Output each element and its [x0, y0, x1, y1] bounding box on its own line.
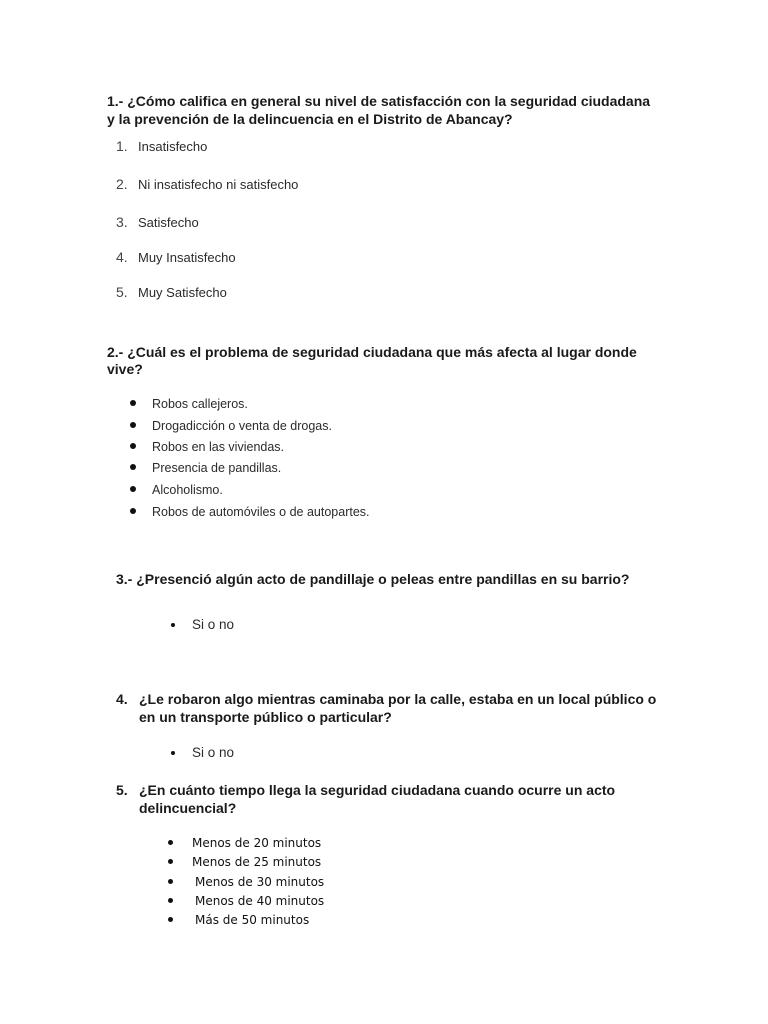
option-number: 1. [116, 138, 128, 154]
question-1-title-line-1: 1.- ¿Cómo califica en general su nivel de satisfacción con la seguridad ciudadana [107, 93, 651, 109]
bullet-icon [168, 859, 173, 864]
option-label: Muy Satisfecho [138, 285, 227, 300]
option-label: Menos de 30 minutos [195, 875, 325, 889]
question-5-title [139, 781, 659, 817]
option-label: Ni insatisfecho ni satisfecho [138, 177, 299, 192]
option-label: Robos callejeros. [152, 397, 248, 411]
option-label: Si o no [192, 745, 235, 760]
question-number: 4. [116, 691, 128, 707]
question-2-title-line-2: vive? [107, 361, 143, 377]
bullet-icon [130, 422, 136, 428]
option-label: Presencia de pandillas. [152, 461, 282, 475]
option-number: 4. [116, 249, 128, 265]
bullet-icon [130, 486, 136, 492]
question-4-title [139, 690, 659, 726]
option-label: Alcoholismo. [152, 483, 223, 497]
question-1-title-line-2: y la prevención de la delincuencia en el Distrito de Abancay? [107, 111, 513, 127]
bullet-icon [130, 400, 136, 406]
option-label: Si o no [192, 617, 235, 632]
bullet-icon [168, 879, 173, 884]
option-label: Menos de 40 minutos [195, 894, 325, 908]
bullet-icon [171, 623, 175, 627]
option-number: 5. [116, 284, 128, 300]
option-number: 3. [116, 214, 128, 230]
option-number: 2. [116, 176, 128, 192]
bullet-icon [130, 464, 136, 470]
question-5-title-line-2: delincuencial? [139, 800, 237, 816]
option-label: Robos de automóviles o de autopartes. [152, 505, 370, 519]
bullet-icon [168, 840, 173, 845]
question-4-title-line-2: en un transporte público o particular? [139, 709, 392, 725]
question-2-title-line-1: 2.- ¿Cuál es el problema de seguridad ciudadana que más afecta al lugar donde [107, 344, 637, 360]
option-label: Más de 50 minutos [195, 913, 310, 927]
bullet-icon [130, 508, 136, 514]
question-3-title: 3.- ¿Presenció algún acto de pandillaje o peleas entre pandillas en su barrio? [116, 571, 630, 587]
question-number: 5. [116, 782, 128, 798]
option-label: Drogadicción o venta de drogas. [152, 419, 332, 433]
bullet-icon [168, 917, 173, 922]
question-5-title-line-1: ¿En cuánto tiempo llega la seguridad ciudadana cuando ocurre un acto [139, 782, 616, 798]
option-label: Menos de 25 minutos [192, 855, 322, 869]
option-label: Robos en las viviendas. [152, 440, 285, 454]
question-4-title-line-1: ¿Le robaron algo mientras caminaba por la calle, estaba en un local público o [139, 691, 657, 707]
bullet-icon [130, 443, 136, 449]
option-label: Satisfecho [138, 215, 199, 230]
option-label: Muy Insatisfecho [138, 250, 236, 265]
bullet-icon [171, 751, 175, 755]
option-label: Menos de 20 minutos [192, 836, 322, 850]
bullet-icon [168, 898, 173, 903]
option-label: Insatisfecho [138, 139, 208, 154]
